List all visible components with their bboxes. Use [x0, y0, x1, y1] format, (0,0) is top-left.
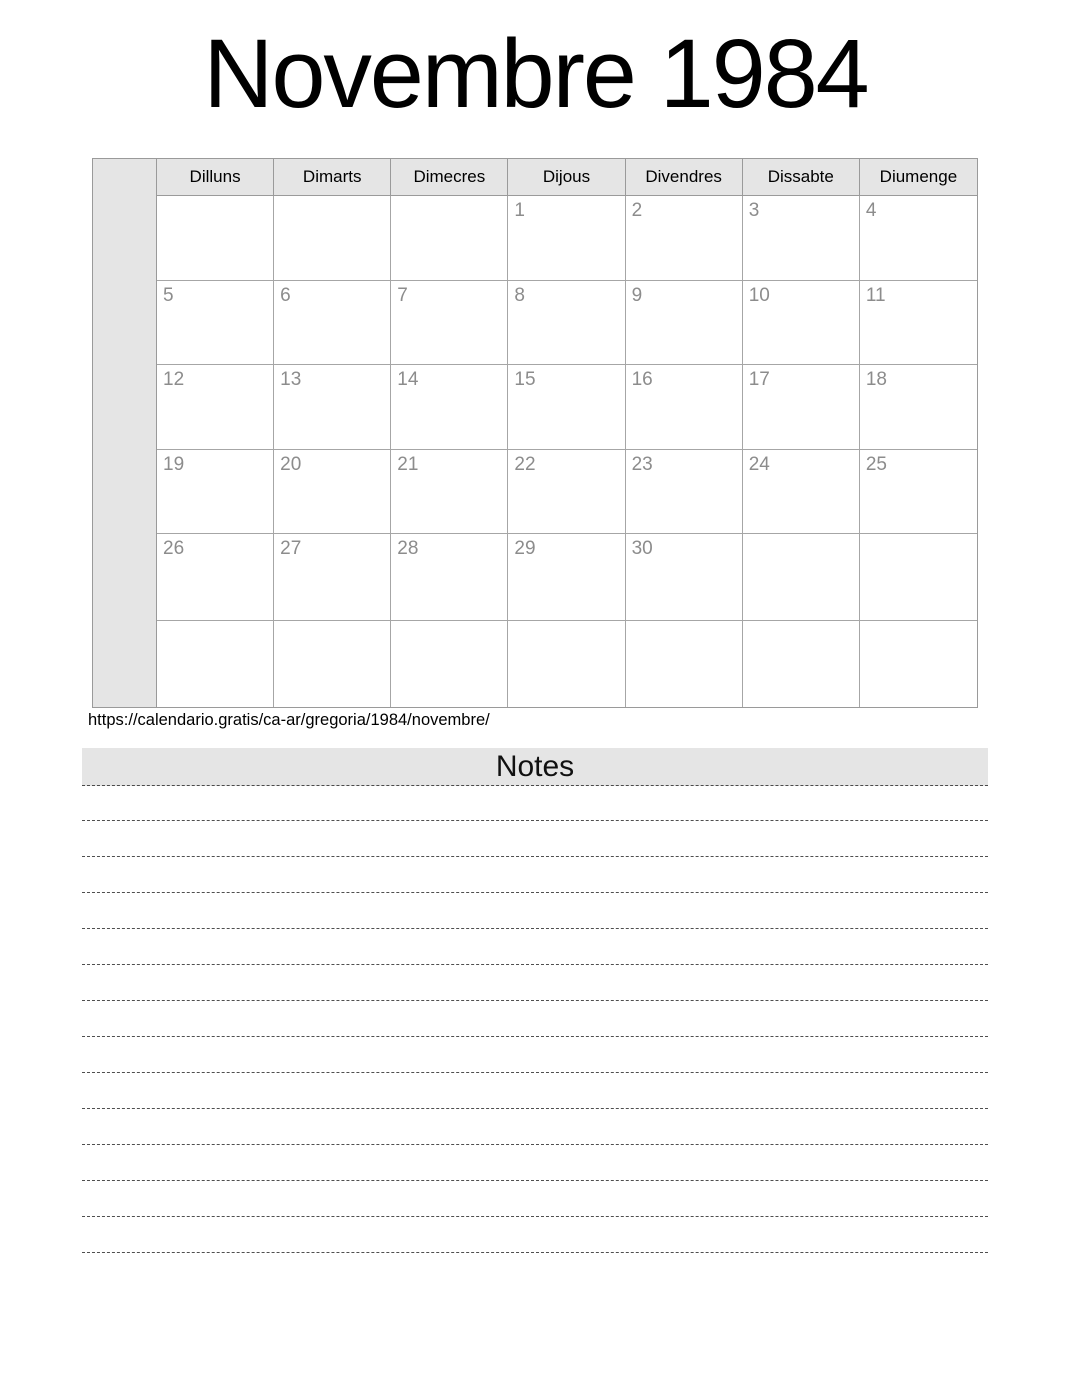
- note-line: [82, 857, 988, 893]
- day-cell: [860, 534, 977, 621]
- day-cell: [508, 534, 625, 621]
- day-cell: [274, 450, 391, 534]
- day-number: 17: [748, 369, 770, 390]
- note-line: [82, 965, 988, 1001]
- day-number: 8: [514, 285, 525, 306]
- day-cell: [860, 196, 977, 281]
- day-cell: [157, 365, 274, 450]
- day-number: 9: [631, 285, 643, 306]
- day-cell: [274, 534, 391, 621]
- day-number: 26: [163, 538, 185, 559]
- notes-header: [82, 748, 988, 786]
- day-cell: [391, 281, 508, 365]
- day-cell: [157, 281, 274, 365]
- day-cell: [626, 621, 743, 707]
- day-cell: [157, 450, 274, 534]
- note-line: [82, 821, 988, 857]
- day-cell: [391, 196, 508, 281]
- note-line: [82, 1037, 988, 1073]
- day-number: 2: [631, 200, 643, 221]
- day-cell: [626, 281, 743, 365]
- day-cell: [626, 365, 743, 450]
- day-number: 30: [631, 538, 653, 559]
- note-line: [82, 893, 988, 929]
- day-number: 12: [163, 369, 185, 390]
- day-number: 27: [280, 538, 302, 559]
- day-number: 29: [514, 538, 536, 559]
- day-cell: [391, 450, 508, 534]
- weekday-header: Dilluns: [157, 159, 274, 196]
- day-cell: [508, 281, 625, 365]
- day-number: 23: [631, 454, 653, 475]
- day-number: 3: [748, 200, 760, 221]
- day-number: 13: [280, 369, 302, 390]
- weekday-header: Dimecres: [391, 159, 508, 196]
- weekday-header: Dissabte: [743, 159, 860, 196]
- day-cell: [860, 450, 977, 534]
- note-line: [82, 1181, 988, 1217]
- day-cell: [743, 621, 860, 707]
- day-cell: [743, 450, 860, 534]
- note-line: [82, 1001, 988, 1037]
- day-cell: [274, 281, 391, 365]
- day-cell: [743, 365, 860, 450]
- day-number: 5: [163, 285, 174, 306]
- day-number: 14: [397, 369, 419, 390]
- day-number: 19: [163, 454, 185, 475]
- day-cell: [157, 534, 274, 621]
- day-number: 18: [865, 369, 887, 390]
- day-number: 11: [865, 285, 886, 306]
- day-cell: [391, 621, 508, 707]
- source-url: https://calendario.gratis/ca-ar/gregoria/1984/novembre/: [88, 711, 490, 729]
- day-number: 7: [397, 285, 408, 306]
- day-number: 15: [514, 369, 536, 390]
- day-cell: [274, 621, 391, 707]
- notes-lines: [82, 785, 988, 1253]
- day-cell: [508, 621, 625, 707]
- day-number: 1: [514, 200, 525, 221]
- day-cell: [508, 196, 625, 281]
- day-number: 25: [865, 454, 887, 475]
- day-cell: [157, 621, 274, 707]
- day-cell: [860, 621, 977, 707]
- day-cell: [626, 534, 743, 621]
- day-cell: [743, 534, 860, 621]
- weekday-header: Diumenge: [860, 159, 977, 196]
- day-cell: [626, 196, 743, 281]
- note-line: [82, 1109, 988, 1145]
- day-number: 21: [397, 454, 419, 475]
- day-number: 4: [865, 200, 877, 221]
- weekday-header: Dijous: [508, 159, 625, 196]
- day-number: 22: [514, 454, 536, 475]
- day-number: 28: [397, 538, 419, 559]
- calendar-grid: [157, 159, 977, 707]
- note-line: [82, 1217, 988, 1253]
- day-number: 10: [748, 285, 770, 306]
- day-cell: [274, 196, 391, 281]
- notes-title: Notes: [495, 749, 575, 783]
- day-cell: [391, 534, 508, 621]
- weekday-header: Dimarts: [274, 159, 391, 196]
- page-title: Novembre 1984: [203, 19, 868, 128]
- calendar-sidebar: [93, 159, 157, 707]
- day-number: 16: [631, 369, 653, 390]
- day-cell: [860, 365, 977, 450]
- day-cell: [860, 281, 977, 365]
- weekday-header: Divendres: [626, 159, 743, 196]
- day-cell: [508, 365, 625, 450]
- day-cell: [743, 281, 860, 365]
- note-line: [82, 1145, 988, 1181]
- day-number: 20: [280, 454, 302, 475]
- note-line: [82, 929, 988, 965]
- day-cell: [508, 450, 625, 534]
- note-line: [82, 785, 988, 821]
- day-cell: [626, 450, 743, 534]
- day-cell: [743, 196, 860, 281]
- note-line: [82, 1073, 988, 1109]
- day-cell: [391, 365, 508, 450]
- day-cell: [157, 196, 274, 281]
- day-cell: [274, 365, 391, 450]
- day-number: 24: [748, 454, 770, 475]
- calendar: [92, 158, 978, 708]
- day-number: 6: [280, 285, 291, 306]
